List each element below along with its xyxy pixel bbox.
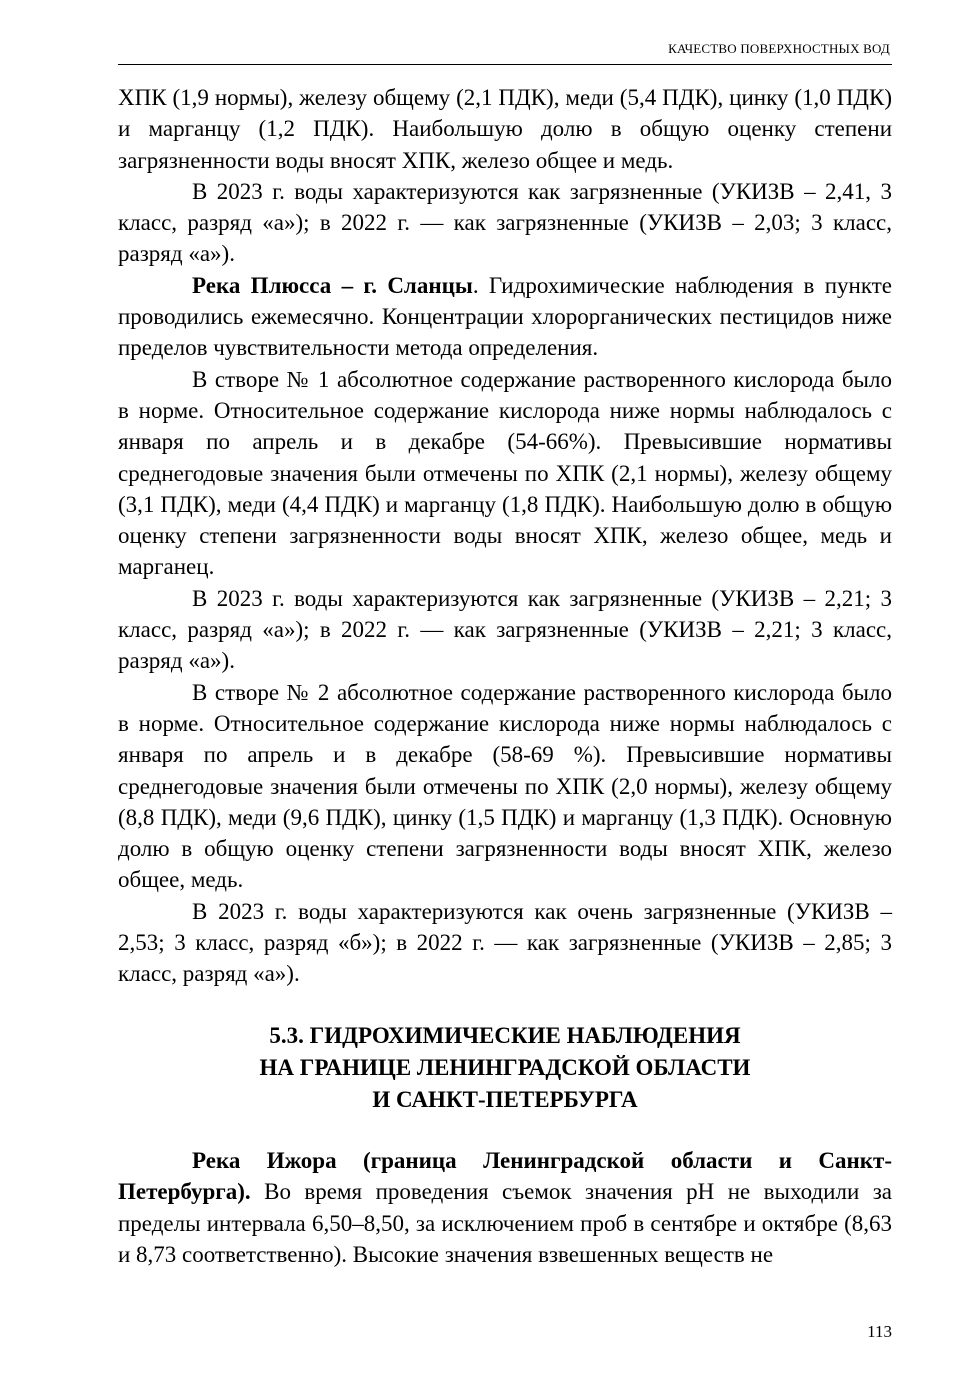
paragraph-izhora-text: Во время проведения съемок значения pH не выходили за пределы интервала 6,50–8,50, за исключением проб в сентябре и октябре (8,63 и 8,73 соответственно). Высокие значения взвешенных веществ не	[118, 1179, 892, 1267]
section-title-line-1: 5.3. ГИДРОХИМИЧЕСКИЕ НАБЛЮДЕНИЯ	[269, 1023, 741, 1048]
paragraph-2: В 2023 г. воды характеризуются как загрязненные (УКИЗВ – 2,41, 3 класс, разряд «а»); в 2022 г. — как загрязненные (УКИЗВ – 2,03; 3 класс, разряд «а»).	[118, 178, 892, 267]
paragraph-izhora	[118, 1145, 892, 1270]
section-title-line-2: НА ГРАНИЦЕ ЛЕНИНГРАДСКОЙ ОБЛАСТИ	[259, 1055, 751, 1080]
paragraph-6: В створе № 2 абсолютное содержание растворенного кислорода было в норме. Относительное содержание кислорода ниже нормы наблюдалось с января по апрель и в декабре (58-69 %). Превысившие нормативы среднегодовые значения были отмечены по ХПК (2,0 нормы), железу общему (8,8 ПДК), меди (9,6 ПДК), цинку (1,5 ПДК) и марганцу (1,3 ПДК). Основную долю в общую оценку степени загрязненности воды вносят ХПК, железо общее, медь.	[118, 679, 892, 893]
page-number: 113	[867, 1322, 892, 1341]
paragraph-5: В 2023 г. воды характеризуются как загрязненные (УКИЗВ – 2,21; 3 класс, разряд «а»); в 2022 г. — как загрязненные (УКИЗВ – 2,21; 3 класс, разряд «а»).	[118, 585, 892, 674]
paragraph-3-text: . Гидрохимические наблюдения в пункте проводились ежемесячно. Концентрации хлорорганических пестицидов ниже пределов чувствительности метода определения.	[118, 272, 892, 361]
paragraph-1: ХПК (1,9 нормы), железу общему (2,1 ПДК), меди (5,4 ПДК), цинку (1,0 ПДК) и марганцу (1,2 ПДК). Наибольшую долю в общую оценку степени загрязненности воды вносят ХПК, железо общее и медь.	[118, 85, 892, 173]
section-title-line-3: И САНКТ-ПЕТЕРБУРГА	[372, 1087, 638, 1112]
river-heading-plyussa: Река Плюсса – г. Сланцы	[192, 272, 473, 298]
paragraph-4: В створе № 1 абсолютное содержание растворенного кислорода было в норме. Относительное содержание кислорода ниже нормы наблюдалось с января по апрель и в декабре (54-66%). Превысившие нормативы среднегодовые значения были отмечены по ХПК (2,1 нормы), железу общему (3,1 ПДК), меди (4,4 ПДК) и марганцу (1,8 ПДК). Наибольшую долю в общую оценку степени загрязненности воды вносят ХПК, железо общее, медь и марганец.	[118, 366, 892, 580]
section-body	[118, 1145, 892, 1270]
running-header: КАЧЕСТВО ПОВЕРХНОСТНЫХ ВОД	[668, 41, 890, 56]
paragraph-7: В 2023 г. воды характеризуются как очень загрязненные (УКИЗВ – 2,53; 3 класс, разряд «б»); в 2022 г. — как загрязненные (УКИЗВ – 2,85; 3 класс, разряд «а»).	[118, 898, 892, 987]
body-text	[118, 82, 892, 990]
river-heading-izhora: Река Ижора (граница Ленинградской области и Санкт-Петербурга).	[118, 1148, 892, 1205]
header-rule	[118, 64, 892, 65]
paragraph-3	[118, 270, 892, 364]
section-title	[118, 1020, 892, 1116]
